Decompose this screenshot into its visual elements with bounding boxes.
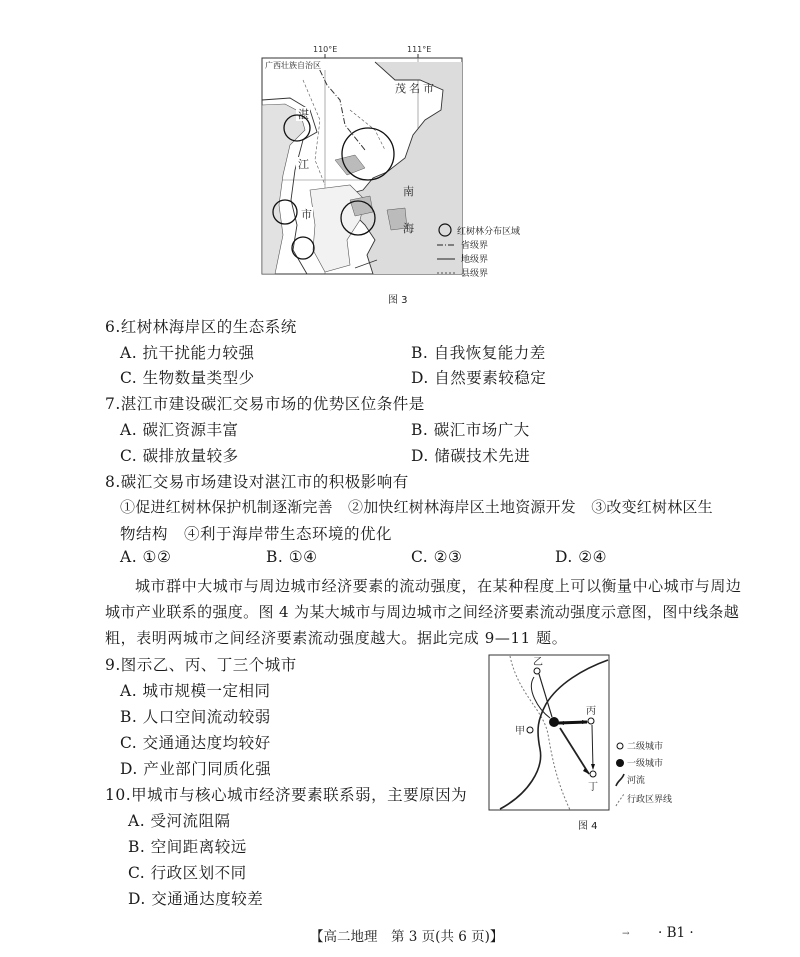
city-yi-label: 乙 bbox=[533, 657, 543, 668]
q6-option-c: C. 生物数量类型少 bbox=[120, 369, 255, 387]
legend-province-label: 省级界 bbox=[461, 241, 489, 251]
city-bing-marker bbox=[588, 718, 594, 724]
hai-char: 海 bbox=[403, 222, 414, 235]
legend-secondary-icon bbox=[617, 743, 623, 749]
city-ding-marker bbox=[590, 771, 596, 777]
legend-boundary-icon bbox=[616, 794, 624, 806]
q7-option-b: B. 碳汇市场广大 bbox=[411, 421, 530, 439]
jiang-char: 江 bbox=[298, 158, 309, 171]
nan-char: 南 bbox=[403, 185, 414, 198]
city-yi-marker bbox=[534, 668, 540, 674]
q8-stem: 8.碳汇交易市场建设对湛江市的积极影响有 bbox=[105, 473, 409, 491]
passage-line-3: 粗，表明两城市之间经济要素流动强度越大。据此完成 9—11 题。 bbox=[105, 629, 568, 647]
paper-code: · B1 · bbox=[658, 925, 694, 941]
q10-option-a: A. 受河流阻隔 bbox=[128, 812, 231, 830]
figure-4-caption: 图 4 bbox=[578, 821, 598, 832]
q7-option-d: D. 储碳技术先进 bbox=[411, 447, 531, 465]
figure-4-diagram bbox=[488, 654, 698, 814]
legend-boundary-label: 行政区界线 bbox=[627, 795, 673, 805]
legend-river-label: 河流 bbox=[627, 776, 646, 786]
q9-option-d: D. 产业部门同质化强 bbox=[120, 760, 272, 778]
legend-county-label: 县级界 bbox=[461, 269, 489, 279]
legend-secondary-label: 二级城市 bbox=[627, 742, 664, 752]
q6-option-d: D. 自然要素较稳定 bbox=[411, 369, 547, 387]
legend-mangrove-label: 红树林分布区域 bbox=[457, 227, 521, 237]
lon-110-label: 110°E bbox=[313, 45, 338, 54]
passage-line-1: 城市群中大城市与周边城市经济要素的流动强度，在某种程度上可以衡量中心城市与周边 bbox=[135, 577, 742, 595]
q8-statements-line-2: 物结构 ④利于海岸带生态环境的优化 bbox=[120, 525, 393, 543]
q10-option-c: C. 行政区划不同 bbox=[128, 864, 247, 882]
zhan-char: 湛 bbox=[298, 108, 309, 121]
q8-option-d: D. ②④ bbox=[555, 548, 608, 566]
city-jia-label: 甲 bbox=[515, 726, 525, 737]
legend-primary-icon bbox=[616, 759, 624, 767]
figure-3-map bbox=[255, 40, 555, 285]
city-bing-label: 丙 bbox=[586, 706, 596, 717]
city-ding-label: 丁 bbox=[588, 782, 598, 793]
core-city-marker bbox=[549, 717, 559, 727]
legend-primary-label: 一级城市 bbox=[627, 759, 664, 769]
page-footer: 【高二地理 第 3 页(共 6 页)】 bbox=[310, 929, 504, 945]
q9-option-b: B. 人口空间流动较弱 bbox=[120, 708, 271, 726]
q8-option-c: C. ②③ bbox=[411, 548, 463, 566]
lon-111-label: 111°E bbox=[407, 45, 432, 54]
q7-option-a: A. 碳汇资源丰富 bbox=[120, 421, 239, 439]
q9-option-c: C. 交通通达度均较好 bbox=[120, 734, 271, 752]
shi-char: 市 bbox=[301, 208, 312, 221]
q6-stem: 6.红树林海岸区的生态系统 bbox=[105, 318, 297, 336]
q8-statements-line-1: ①促进红树林保护机制逐渐完善 ②加快红树林海岸区土地资源开发 ③改变红树林区生 bbox=[120, 498, 713, 516]
q7-option-c: C. 碳排放量较多 bbox=[120, 447, 239, 465]
q10-option-b: B. 空间距离较远 bbox=[128, 838, 247, 856]
q8-option-b: B. ①④ bbox=[266, 548, 318, 566]
q6-option-b: B. 自我恢复能力差 bbox=[411, 344, 546, 362]
legend-prefecture-label: 地级界 bbox=[461, 255, 489, 265]
legend-river-icon bbox=[616, 774, 624, 786]
figure-3-caption: 图 3 bbox=[388, 295, 408, 306]
guangxi-label: 广西壮族自治区 bbox=[265, 61, 321, 70]
q10-option-d: D. 交通通达度较差 bbox=[128, 890, 264, 908]
q7-stem: 7.湛江市建设碳汇交易市场的优势区位条件是 bbox=[105, 395, 425, 413]
q9-option-a: A. 城市规模一定相同 bbox=[120, 682, 271, 700]
footer-arrow-mark: → bbox=[622, 929, 630, 939]
passage-line-2: 城市产业联系的强度。图 4 为某大城市与周边城市之间经济要素流动强度示意图，图中线条越 bbox=[105, 603, 740, 621]
q9-stem: 9.图示乙、丙、丁三个城市 bbox=[105, 656, 297, 674]
q8-option-a: A. ①② bbox=[120, 548, 172, 566]
q6-option-a: A. 抗干扰能力较强 bbox=[120, 344, 255, 362]
maoming-label: 茂名市 bbox=[395, 82, 437, 95]
city-jia-marker bbox=[527, 727, 533, 733]
q10-stem: 10.甲城市与核心城市经济要素联系弱，主要原因为 bbox=[105, 786, 468, 804]
